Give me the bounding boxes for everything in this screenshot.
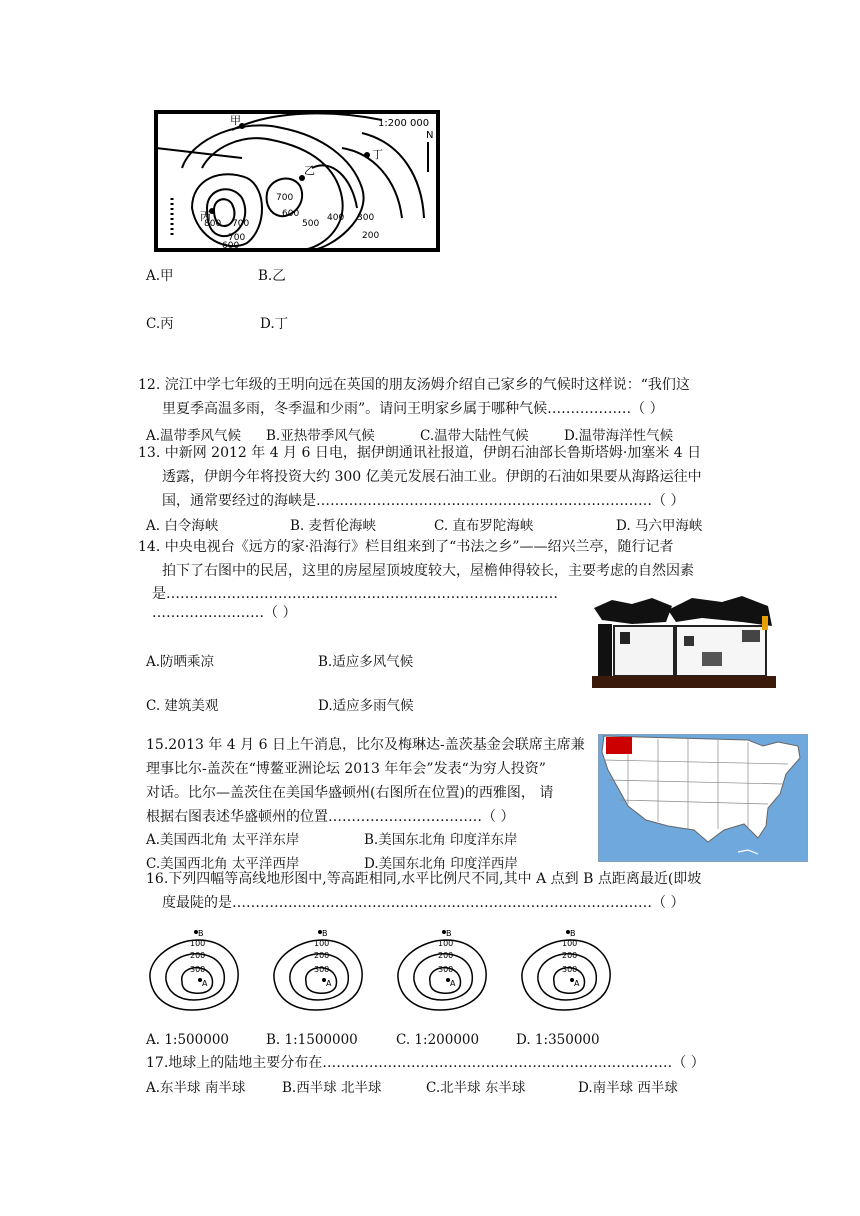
contour-label: 600 — [282, 209, 300, 219]
contour-label-c100: 100 — [562, 939, 578, 948]
q11-option-d[interactable]: D.丁 — [260, 316, 289, 332]
q12-option-b[interactable]: B.亚热带季风气候 — [266, 428, 375, 444]
q15-stem-1: 15.2013 年 4 月 6 日上午消息，比尔及梅琳达-盖茨基金会联席主席兼 — [146, 737, 585, 753]
q11-option-a[interactable]: A.甲 — [146, 268, 174, 284]
q16-option-c[interactable]: C. 1:200000 — [396, 1032, 480, 1048]
contour-label-a: A — [450, 979, 456, 988]
contour-label-c300: 300 — [190, 965, 206, 974]
contour-label-a: A — [326, 979, 332, 988]
contour-label-c300: 300 — [438, 965, 454, 974]
contour-label: 700 — [232, 219, 250, 229]
label-jia: 甲 — [230, 114, 241, 127]
q16-option-d[interactable]: D. 1:350000 — [516, 1032, 600, 1048]
house-photo — [592, 596, 776, 692]
q12-stem-2: 里夏季高温多雨，冬季温和少雨”。请问王明家乡属于哪种气候………………（ ） — [162, 401, 664, 417]
q17-stem: 17.地球上的陆地主要分布在…………………………………………………………………（ ） — [146, 1055, 705, 1071]
washington-highlight — [606, 737, 632, 754]
q13-option-d[interactable]: D. 马六甲海峡 — [616, 518, 703, 534]
q14-stem-1: 14. 中央电视台《远方的家·沿海行》栏目组来到了“书法之乡”——绍兴兰亭，随行记者 — [138, 539, 674, 555]
q13-stem-1: 13. 中新网 2012 年 4 月 6 日电，据伊朗通讯社报道，伊朗石油部长鲁斯塔姆·加塞米 4 日 — [138, 445, 702, 461]
contour-map-4 — [516, 928, 616, 1018]
q17-option-b[interactable]: B.西半球 北半球 — [282, 1080, 382, 1096]
q14-option-a[interactable]: A.防晒乘凉 — [146, 654, 215, 670]
contour-map-2 — [268, 928, 368, 1018]
contour-map-3 — [392, 928, 492, 1018]
contour-label: 400 — [327, 213, 345, 223]
q15-stem-4: 根据右图表述华盛顿州的位置……………………………（ ） — [146, 809, 515, 825]
contour-label: 500 — [302, 219, 320, 229]
q13-option-a[interactable]: A. 白令海峡 — [146, 518, 219, 534]
q14-stem-2: 拍下了右图中的民居，这里的房屋屋顶坡度较大，屋檐伸得较长，主要考虑的自然因素 — [162, 563, 694, 579]
contour-map-1 — [144, 928, 244, 1018]
contour-label: 600 — [222, 241, 240, 251]
contour-label: 200 — [362, 231, 380, 241]
q11-option-b[interactable]: B.乙 — [258, 268, 286, 284]
q16-stem-1: 16.下列四幅等高线地形图中,等高距相同,水平比例尺不同,其中 A 点到 B 点距离最近(即坡 — [146, 871, 702, 887]
q14-stem-4: ……………………（ ） — [152, 605, 297, 621]
label-yi: 乙 — [304, 164, 315, 177]
contour-label-b: B — [570, 929, 576, 938]
contour-label-b: B — [322, 929, 328, 938]
contour-map-row — [144, 928, 724, 1018]
label-ding: 丁 — [372, 148, 383, 161]
q13-stem-2: 透露，伊朗今年将投资大约 300 亿美元发展石油工业。伊朗的石油如果要从海路运往中 — [162, 469, 702, 485]
contour-label-b: B — [446, 929, 452, 938]
q17-option-c[interactable]: C.北半球 东半球 — [426, 1080, 526, 1096]
q13-option-c[interactable]: C. 直布罗陀海峡 — [434, 518, 534, 534]
q16-option-a[interactable]: A. 1:500000 — [146, 1032, 230, 1048]
q11-option-c[interactable]: C.丙 — [146, 316, 174, 332]
q15-option-c[interactable]: C.美国西北角 太平洋西岸 — [146, 856, 300, 872]
scale-label: 1:200 000 — [378, 118, 430, 129]
contour-label-c200: 200 — [190, 951, 206, 960]
q15-option-d[interactable]: D.美国东北角 印度洋西岸 — [364, 856, 518, 872]
q14-option-b[interactable]: B.适应多风气候 — [318, 654, 414, 670]
contour-label-c100: 100 — [314, 939, 330, 948]
contour-label-c200: 200 — [562, 951, 578, 960]
contour-label-c100: 100 — [438, 939, 454, 948]
q14-option-c[interactable]: C. 建筑美观 — [146, 698, 219, 714]
q12-option-c[interactable]: C.温带大陆性气候 — [420, 428, 529, 444]
q13-stem-3: 国，通常要经过的海峡是………………………………………………………………（ ） — [162, 493, 685, 509]
usa-map — [598, 734, 808, 862]
contour-label-c200: 200 — [314, 951, 330, 960]
q12-option-a[interactable]: A.温带季风气候 — [146, 428, 242, 444]
contour-label: 300 — [357, 213, 375, 223]
contour-map-q11 — [152, 108, 444, 256]
q15-stem-3: 对话。比尔—盖茨住在美国华盛顿州(右图所在位置)的西雅图， 请 — [146, 785, 554, 801]
q16-stem-2: 度最陡的是………………………………………………………………………………（ ） — [162, 895, 685, 911]
contour-label-c300: 300 — [314, 965, 330, 974]
contour-label: 700 — [228, 233, 246, 243]
contour-label-b: B — [198, 929, 204, 938]
q15-option-a[interactable]: A.美国西北角 太平洋东岸 — [146, 832, 300, 848]
q12-stem-1: 12. 浣江中学七年级的王明向远在英国的朋友汤姆介绍自己家乡的气候时这样说：“我们这 — [138, 377, 690, 393]
q14-option-d[interactable]: D.适应多雨气候 — [318, 698, 414, 714]
q16-option-b[interactable]: B. 1:1500000 — [266, 1032, 358, 1048]
contour-label: 700 — [276, 193, 294, 203]
q14-stem-3: 是………………………………………………………………………… — [152, 586, 558, 602]
point-ding — [364, 152, 370, 158]
q17-option-a[interactable]: A.东半球 南半球 — [146, 1080, 246, 1096]
q15-option-b[interactable]: B.美国东北角 印度洋东岸 — [364, 832, 518, 848]
contour-label-a: A — [202, 979, 208, 988]
q12-option-d[interactable]: D.温带海洋性气候 — [564, 428, 674, 444]
contour-label-c200: 200 — [438, 951, 454, 960]
contour-label-a: A — [574, 979, 580, 988]
contour-label-c300: 300 — [562, 965, 578, 974]
label-bing: 丙 — [200, 210, 211, 223]
contour-label-c100: 100 — [190, 939, 206, 948]
q13-option-b[interactable]: B. 麦哲伦海峡 — [290, 518, 377, 534]
q17-option-d[interactable]: D.南半球 西半球 — [578, 1080, 678, 1096]
q15-stem-2: 理事比尔-盖茨在“博鳌亚洲论坛 2013 年年会”发表“为穷人投资” — [146, 761, 546, 777]
north-label: N — [426, 130, 434, 141]
contour-label: 800 — [204, 219, 222, 229]
